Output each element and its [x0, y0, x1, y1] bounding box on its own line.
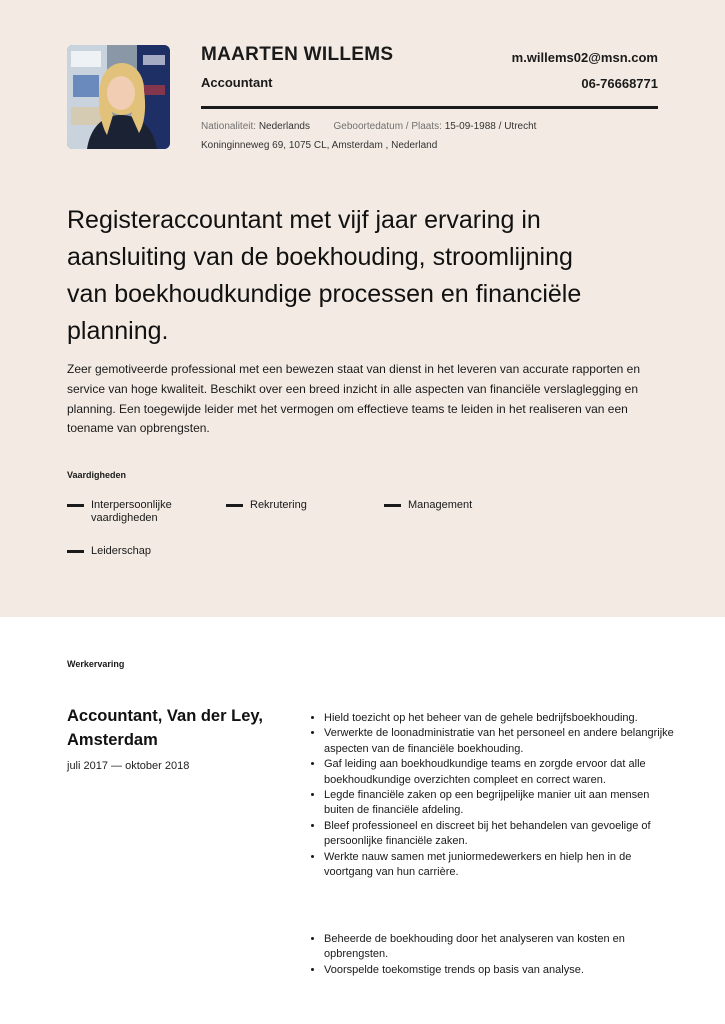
list-item: • Werkte nauw samen met juniormedewerkers en hielp hen in de voortgang van hun carrière.	[324, 850, 674, 881]
birth-value: 15-09-1988 / Utrecht	[444, 121, 537, 132]
email-address[interactable]: m.willems02@msn.com	[511, 50, 658, 65]
job-responsibilities-continued	[310, 932, 674, 978]
candidate-title: Accountant	[201, 75, 273, 90]
list-item: • Verwerkte de loonadministratie van het personeel en andere belangrijke aspecten van de financiële boekhouding.	[324, 726, 674, 757]
profile-summary: Zeer gemotiveerde professional met een bewezen staat van dienst in het leveren van accurate rapporten en service van hoge kwaliteit. Beschikt over een breed inzicht in alle aspecten van financiële verslaglegging en planning. Een toegewijde leider met het vermogen om effectieve teams te leiden in het realiseren van een toename van opbrengsten.	[67, 362, 641, 436]
list-item: • Legde financiële zaken op een begrijpelijke manier uit aan mensen buiten de financiële afdeling.	[324, 788, 674, 819]
nationality-value: Nederlands	[258, 121, 310, 132]
list-item: • Hield toezicht op het beheer van de gehele bedrijfsboekhouding.	[324, 711, 674, 726]
skill-label: Leiderschap	[91, 545, 151, 557]
header-divider	[201, 106, 658, 109]
skill-item	[384, 499, 524, 512]
job-dates: juli 2017 — oktober 2018	[67, 760, 190, 772]
list-item: • Bleef professioneel en discreet bij het behandelen van gevoelige of persoonlijke financiële zaken.	[324, 819, 674, 850]
skills-heading: Vaardigheden	[67, 470, 127, 480]
skill-label: Management	[408, 499, 473, 511]
dash-icon	[67, 504, 84, 507]
experience-heading: Werkervaring	[67, 659, 125, 669]
personal-details	[201, 121, 536, 132]
profile-headline: Registeraccountant met vijf jaar ervaring in aansluiting van de boekhouding, stroomlijning van boekhoudkundige processen en financiële planning.	[67, 206, 582, 345]
skill-item	[67, 499, 207, 525]
skill-label: Interpersoonlijke vaardigheden	[91, 499, 172, 524]
dash-icon	[67, 550, 84, 553]
job-responsibilities	[310, 711, 674, 880]
dash-icon	[384, 504, 401, 507]
list-item: • Voorspelde toekomstige trends op basis van analyse.	[324, 963, 674, 978]
job-title: Accountant, Van der Ley, Amsterdam	[67, 707, 263, 749]
birth-label: Geboortedatum / Plaats:	[333, 121, 442, 132]
profile-photo	[67, 45, 170, 149]
list-item: • Beheerde de boekhouding door het analyseren van kosten en opbrengsten.	[324, 932, 674, 963]
skill-label: Rekrutering	[250, 499, 307, 511]
skill-item	[226, 499, 366, 512]
skill-item	[67, 545, 207, 558]
nationality-label: Nationaliteit:	[201, 121, 257, 132]
phone-number[interactable]: 06-76668771	[581, 76, 658, 91]
dash-icon	[226, 504, 243, 507]
candidate-name: MAARTEN WILLEMS	[201, 44, 394, 65]
address: Koninginneweg 69, 1075 CL, Amsterdam , Nederland	[201, 140, 438, 151]
list-item: • Gaf leiding aan boekhoudkundige teams en zorgde ervoor dat alle boekhoudkundige overzichten compleet en correct waren.	[324, 757, 674, 788]
